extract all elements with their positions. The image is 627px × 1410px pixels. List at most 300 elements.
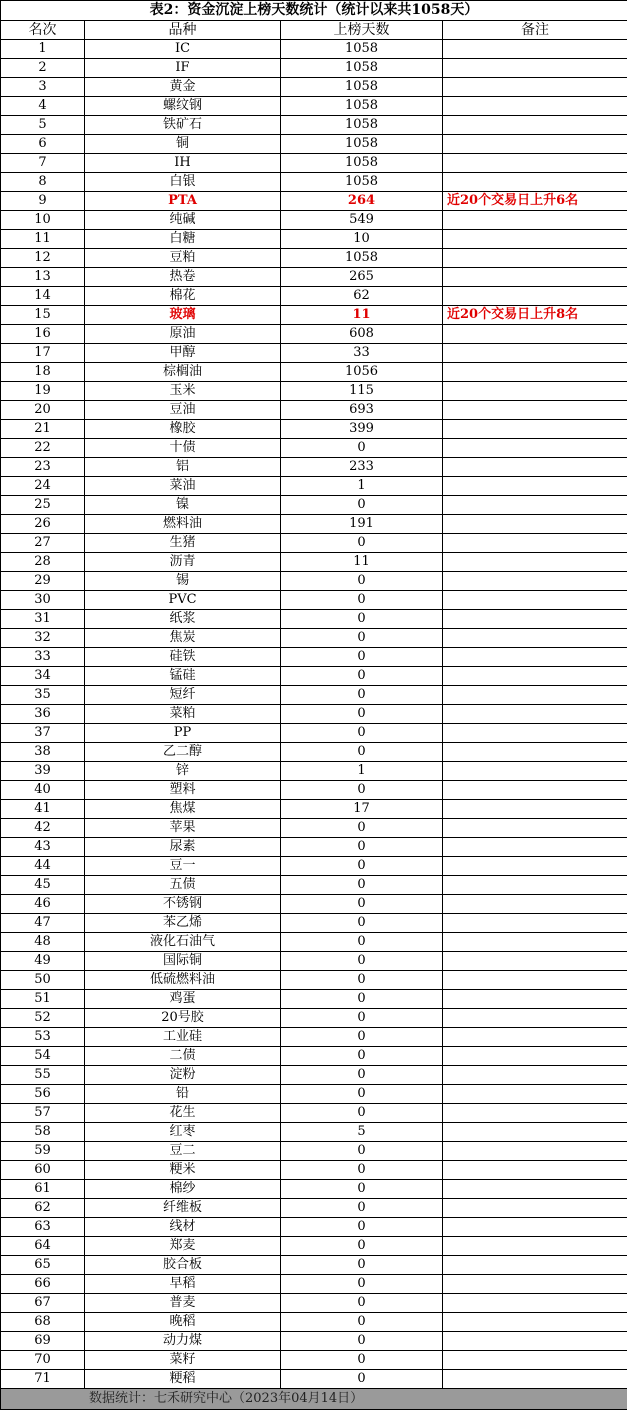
- note-cell: [443, 1066, 627, 1085]
- days-cell: 0: [281, 1275, 443, 1294]
- table-row: [1, 724, 627, 743]
- days-cell: 0: [281, 610, 443, 629]
- rank-cell: 5: [1, 116, 85, 135]
- table-row: [1, 287, 627, 306]
- note-cell: [443, 496, 627, 515]
- table-row: [1, 1313, 627, 1332]
- name-cell: 镍: [85, 496, 281, 515]
- table-row: [1, 895, 627, 914]
- note-cell: [443, 724, 627, 743]
- rank-cell: 55: [1, 1066, 85, 1085]
- name-cell: 焦煤: [85, 800, 281, 819]
- note-cell: 近20个交易日上升8名: [443, 306, 627, 325]
- days-cell: 0: [281, 1142, 443, 1161]
- note-cell: [443, 420, 627, 439]
- name-cell: 普麦: [85, 1294, 281, 1313]
- note-cell: [443, 1085, 627, 1104]
- rank-cell: 30: [1, 591, 85, 610]
- rank-cell: 54: [1, 1047, 85, 1066]
- table-row: [1, 648, 627, 667]
- rank-cell: 3: [1, 78, 85, 97]
- rank-cell: 18: [1, 363, 85, 382]
- days-cell: 0: [281, 952, 443, 971]
- table-body: [1, 40, 627, 1389]
- note-cell: [443, 439, 627, 458]
- table-row: [1, 971, 627, 990]
- table-row: [1, 192, 627, 211]
- table-row: [1, 952, 627, 971]
- days-cell: 1: [281, 762, 443, 781]
- rank-cell: 26: [1, 515, 85, 534]
- rank-cell: 38: [1, 743, 85, 762]
- days-cell: 0: [281, 496, 443, 515]
- name-cell: 菜油: [85, 477, 281, 496]
- rank-cell: 32: [1, 629, 85, 648]
- rank-cell: 37: [1, 724, 85, 743]
- table-row: [1, 59, 627, 78]
- days-cell: 0: [281, 705, 443, 724]
- rank-cell: 47: [1, 914, 85, 933]
- note-cell: [443, 458, 627, 477]
- days-cell: 0: [281, 1161, 443, 1180]
- name-cell: 工业硅: [85, 1028, 281, 1047]
- days-cell: 11: [281, 306, 443, 325]
- name-cell: 花生: [85, 1104, 281, 1123]
- days-cell: 191: [281, 515, 443, 534]
- note-cell: [443, 230, 627, 249]
- name-cell: 白银: [85, 173, 281, 192]
- table-row: [1, 496, 627, 515]
- table-row: [1, 686, 627, 705]
- note-cell: [443, 1199, 627, 1218]
- table-row: [1, 781, 627, 800]
- rank-cell: 35: [1, 686, 85, 705]
- header-name: 品种: [85, 21, 281, 40]
- name-cell: 热卷: [85, 268, 281, 287]
- name-cell: 棉纱: [85, 1180, 281, 1199]
- days-cell: 115: [281, 382, 443, 401]
- table-row: [1, 762, 627, 781]
- rank-cell: 24: [1, 477, 85, 496]
- days-cell: 17: [281, 800, 443, 819]
- days-cell: 0: [281, 1180, 443, 1199]
- name-cell: 锌: [85, 762, 281, 781]
- name-cell: 焦炭: [85, 629, 281, 648]
- note-cell: [443, 287, 627, 306]
- rank-cell: 13: [1, 268, 85, 287]
- name-cell: 淀粉: [85, 1066, 281, 1085]
- note-cell: 近20个交易日上升6名: [443, 192, 627, 211]
- name-cell: 棕榈油: [85, 363, 281, 382]
- rank-cell: 44: [1, 857, 85, 876]
- days-cell: 0: [281, 1332, 443, 1351]
- note-cell: [443, 952, 627, 971]
- table-row: [1, 230, 627, 249]
- table-row: [1, 933, 627, 952]
- rank-cell: 17: [1, 344, 85, 363]
- note-cell: [443, 1294, 627, 1313]
- note-cell: [443, 876, 627, 895]
- rank-cell: 65: [1, 1256, 85, 1275]
- table-row: [1, 800, 627, 819]
- days-cell: 0: [281, 781, 443, 800]
- rank-cell: 6: [1, 135, 85, 154]
- note-cell: [443, 838, 627, 857]
- rank-cell: 69: [1, 1332, 85, 1351]
- table-row: [1, 439, 627, 458]
- rank-cell: 51: [1, 990, 85, 1009]
- name-cell: IH: [85, 154, 281, 173]
- rank-cell: 20: [1, 401, 85, 420]
- rank-cell: 46: [1, 895, 85, 914]
- days-cell: 549: [281, 211, 443, 230]
- days-cell: 0: [281, 1199, 443, 1218]
- note-cell: [443, 553, 627, 572]
- name-cell: 苯乙烯: [85, 914, 281, 933]
- days-cell: 0: [281, 1351, 443, 1370]
- days-cell: 1058: [281, 154, 443, 173]
- table-row: [1, 1161, 627, 1180]
- rank-cell: 43: [1, 838, 85, 857]
- table-row: [1, 1351, 627, 1370]
- note-cell: [443, 895, 627, 914]
- days-cell: 1058: [281, 97, 443, 116]
- note-cell: [443, 610, 627, 629]
- table-row: [1, 477, 627, 496]
- days-cell: 0: [281, 591, 443, 610]
- name-cell: 粳稻: [85, 1370, 281, 1389]
- note-cell: [443, 743, 627, 762]
- name-cell: 十债: [85, 439, 281, 458]
- table-row: [1, 876, 627, 895]
- table-header-row: [1, 21, 627, 40]
- table-row: [1, 591, 627, 610]
- note-cell: [443, 629, 627, 648]
- days-cell: 0: [281, 534, 443, 553]
- days-cell: 0: [281, 819, 443, 838]
- rank-cell: 52: [1, 1009, 85, 1028]
- name-cell: 锰硅: [85, 667, 281, 686]
- table-row: [1, 515, 627, 534]
- table-row: [1, 572, 627, 591]
- name-cell: 螺纹钢: [85, 97, 281, 116]
- note-cell: [443, 1142, 627, 1161]
- days-cell: 264: [281, 192, 443, 211]
- note-cell: [443, 363, 627, 382]
- rank-cell: 12: [1, 249, 85, 268]
- rank-cell: 34: [1, 667, 85, 686]
- name-cell: 黄金: [85, 78, 281, 97]
- note-cell: [443, 1028, 627, 1047]
- name-cell: 白糖: [85, 230, 281, 249]
- days-cell: 0: [281, 1218, 443, 1237]
- note-cell: [443, 40, 627, 59]
- table-row: [1, 40, 627, 59]
- rank-cell: 11: [1, 230, 85, 249]
- rank-cell: 22: [1, 439, 85, 458]
- note-cell: [443, 572, 627, 591]
- days-cell: 0: [281, 686, 443, 705]
- name-cell: 燃料油: [85, 515, 281, 534]
- note-cell: [443, 914, 627, 933]
- days-cell: 1058: [281, 249, 443, 268]
- note-cell: [443, 1047, 627, 1066]
- table-row: [1, 914, 627, 933]
- rank-cell: 4: [1, 97, 85, 116]
- rank-cell: 21: [1, 420, 85, 439]
- note-cell: [443, 97, 627, 116]
- name-cell: 郑麦: [85, 1237, 281, 1256]
- days-cell: 399: [281, 420, 443, 439]
- note-cell: [443, 1332, 627, 1351]
- name-cell: 鸡蛋: [85, 990, 281, 1009]
- days-cell: 608: [281, 325, 443, 344]
- name-cell: 豆二: [85, 1142, 281, 1161]
- rank-cell: 42: [1, 819, 85, 838]
- name-cell: IC: [85, 40, 281, 59]
- table-row: [1, 857, 627, 876]
- note-cell: [443, 382, 627, 401]
- note-cell: [443, 1180, 627, 1199]
- name-cell: 红枣: [85, 1123, 281, 1142]
- days-cell: 1058: [281, 78, 443, 97]
- name-cell: 五债: [85, 876, 281, 895]
- note-cell: [443, 268, 627, 287]
- header-rank: 名次: [1, 21, 85, 40]
- table-row: [1, 325, 627, 344]
- rank-cell: 41: [1, 800, 85, 819]
- note-cell: [443, 1104, 627, 1123]
- table-row: [1, 1256, 627, 1275]
- table-title-row: [1, 1, 627, 21]
- name-cell: 菜粕: [85, 705, 281, 724]
- name-cell: 甲醇: [85, 344, 281, 363]
- note-cell: [443, 116, 627, 135]
- note-cell: [443, 1370, 627, 1389]
- days-cell: 0: [281, 1028, 443, 1047]
- table-row: [1, 116, 627, 135]
- name-cell: 低硫燃料油: [85, 971, 281, 990]
- days-cell: 1058: [281, 40, 443, 59]
- rank-cell: 59: [1, 1142, 85, 1161]
- note-cell: [443, 971, 627, 990]
- days-cell: 0: [281, 838, 443, 857]
- name-cell: 胶合板: [85, 1256, 281, 1275]
- rank-cell: 23: [1, 458, 85, 477]
- rank-cell: 36: [1, 705, 85, 724]
- note-cell: [443, 59, 627, 78]
- name-cell: 生猪: [85, 534, 281, 553]
- table-row: [1, 344, 627, 363]
- rank-cell: 63: [1, 1218, 85, 1237]
- rank-cell: 40: [1, 781, 85, 800]
- days-cell: 1056: [281, 363, 443, 382]
- rank-cell: 60: [1, 1161, 85, 1180]
- days-cell: 0: [281, 1085, 443, 1104]
- table-title: 表2：资金沉淀上榜天数统计（统计以来共1058天）: [1, 1, 627, 21]
- name-cell: 菜籽: [85, 1351, 281, 1370]
- days-cell: 0: [281, 667, 443, 686]
- rank-cell: 66: [1, 1275, 85, 1294]
- days-cell: 0: [281, 1047, 443, 1066]
- name-cell: 硅铁: [85, 648, 281, 667]
- note-cell: [443, 800, 627, 819]
- table-row: [1, 1370, 627, 1389]
- days-cell: 265: [281, 268, 443, 287]
- days-cell: 0: [281, 1370, 443, 1389]
- table-row: [1, 97, 627, 116]
- note-cell: [443, 667, 627, 686]
- name-cell: 铅: [85, 1085, 281, 1104]
- days-cell: 33: [281, 344, 443, 363]
- days-cell: 0: [281, 629, 443, 648]
- note-cell: [443, 1009, 627, 1028]
- table-row: [1, 1085, 627, 1104]
- table-row: [1, 306, 627, 325]
- note-cell: [443, 78, 627, 97]
- table-row: [1, 211, 627, 230]
- rank-cell: 14: [1, 287, 85, 306]
- rank-cell: 7: [1, 154, 85, 173]
- rank-cell: 58: [1, 1123, 85, 1142]
- name-cell: 锡: [85, 572, 281, 591]
- note-cell: [443, 477, 627, 496]
- table-row: [1, 1047, 627, 1066]
- rank-cell: 62: [1, 1199, 85, 1218]
- rank-cell: 27: [1, 534, 85, 553]
- table-row: [1, 173, 627, 192]
- note-cell: [443, 401, 627, 420]
- note-cell: [443, 1218, 627, 1237]
- days-cell: 0: [281, 1104, 443, 1123]
- days-cell: 0: [281, 439, 443, 458]
- table-row: [1, 1104, 627, 1123]
- rank-cell: 67: [1, 1294, 85, 1313]
- table-row: [1, 1199, 627, 1218]
- header-days: 上榜天数: [281, 21, 443, 40]
- table-footer-row: [1, 1389, 627, 1410]
- days-cell: 0: [281, 933, 443, 952]
- table-row: [1, 990, 627, 1009]
- rank-cell: 53: [1, 1028, 85, 1047]
- table-row: [1, 154, 627, 173]
- name-cell: 纯碱: [85, 211, 281, 230]
- table-row: [1, 268, 627, 287]
- table-row: [1, 1332, 627, 1351]
- table-row: [1, 363, 627, 382]
- note-cell: [443, 515, 627, 534]
- rank-cell: 28: [1, 553, 85, 572]
- name-cell: 乙二醇: [85, 743, 281, 762]
- table-row: [1, 458, 627, 477]
- days-cell: 0: [281, 1237, 443, 1256]
- rank-cell: 19: [1, 382, 85, 401]
- rank-cell: 57: [1, 1104, 85, 1123]
- note-cell: [443, 534, 627, 553]
- rank-cell: 56: [1, 1085, 85, 1104]
- table-row: [1, 1028, 627, 1047]
- name-cell: 沥青: [85, 553, 281, 572]
- table-row: [1, 1066, 627, 1085]
- note-cell: [443, 173, 627, 192]
- rank-cell: 31: [1, 610, 85, 629]
- name-cell: 国际铜: [85, 952, 281, 971]
- days-cell: 11: [281, 553, 443, 572]
- name-cell: 原油: [85, 325, 281, 344]
- note-cell: [443, 1123, 627, 1142]
- data-source-note: 数据统计：七禾研究中心（2023年04月14日）: [1, 1389, 627, 1410]
- name-cell: 玉米: [85, 382, 281, 401]
- name-cell: 棉花: [85, 287, 281, 306]
- note-cell: [443, 591, 627, 610]
- table-row: [1, 1009, 627, 1028]
- rank-cell: 48: [1, 933, 85, 952]
- name-cell: 二债: [85, 1047, 281, 1066]
- table-row: [1, 1180, 627, 1199]
- note-cell: [443, 249, 627, 268]
- table-row: [1, 553, 627, 572]
- name-cell: 动力煤: [85, 1332, 281, 1351]
- name-cell: 玻璃: [85, 306, 281, 325]
- name-cell: 豆油: [85, 401, 281, 420]
- note-cell: [443, 933, 627, 952]
- days-cell: 1058: [281, 116, 443, 135]
- name-cell: 豆粕: [85, 249, 281, 268]
- table-row: [1, 629, 627, 648]
- days-cell: 693: [281, 401, 443, 420]
- name-cell: 液化石油气: [85, 933, 281, 952]
- note-cell: [443, 135, 627, 154]
- note-cell: [443, 325, 627, 344]
- days-cell: 0: [281, 572, 443, 591]
- note-cell: [443, 1237, 627, 1256]
- rank-cell: 2: [1, 59, 85, 78]
- table-row: [1, 78, 627, 97]
- rank-cell: 1: [1, 40, 85, 59]
- days-cell: 10: [281, 230, 443, 249]
- days-cell: 0: [281, 1009, 443, 1028]
- days-cell: 0: [281, 857, 443, 876]
- name-cell: 橡胶: [85, 420, 281, 439]
- rank-cell: 45: [1, 876, 85, 895]
- name-cell: 短纤: [85, 686, 281, 705]
- days-cell: 0: [281, 743, 443, 762]
- note-cell: [443, 1275, 627, 1294]
- name-cell: 线材: [85, 1218, 281, 1237]
- name-cell: PP: [85, 724, 281, 743]
- days-cell: 0: [281, 990, 443, 1009]
- note-cell: [443, 1351, 627, 1370]
- table-row: [1, 667, 627, 686]
- name-cell: 铜: [85, 135, 281, 154]
- days-cell: 0: [281, 971, 443, 990]
- name-cell: 铁矿石: [85, 116, 281, 135]
- days-cell: 0: [281, 1294, 443, 1313]
- name-cell: 20号胶: [85, 1009, 281, 1028]
- table-row: [1, 1294, 627, 1313]
- header-note: 备注: [443, 21, 627, 40]
- days-cell: 1058: [281, 135, 443, 154]
- days-cell: 1: [281, 477, 443, 496]
- table-row: [1, 534, 627, 553]
- name-cell: 苹果: [85, 819, 281, 838]
- days-cell: 1058: [281, 173, 443, 192]
- note-cell: [443, 648, 627, 667]
- table-row: [1, 743, 627, 762]
- table-row: [1, 401, 627, 420]
- note-cell: [443, 344, 627, 363]
- days-cell: 0: [281, 648, 443, 667]
